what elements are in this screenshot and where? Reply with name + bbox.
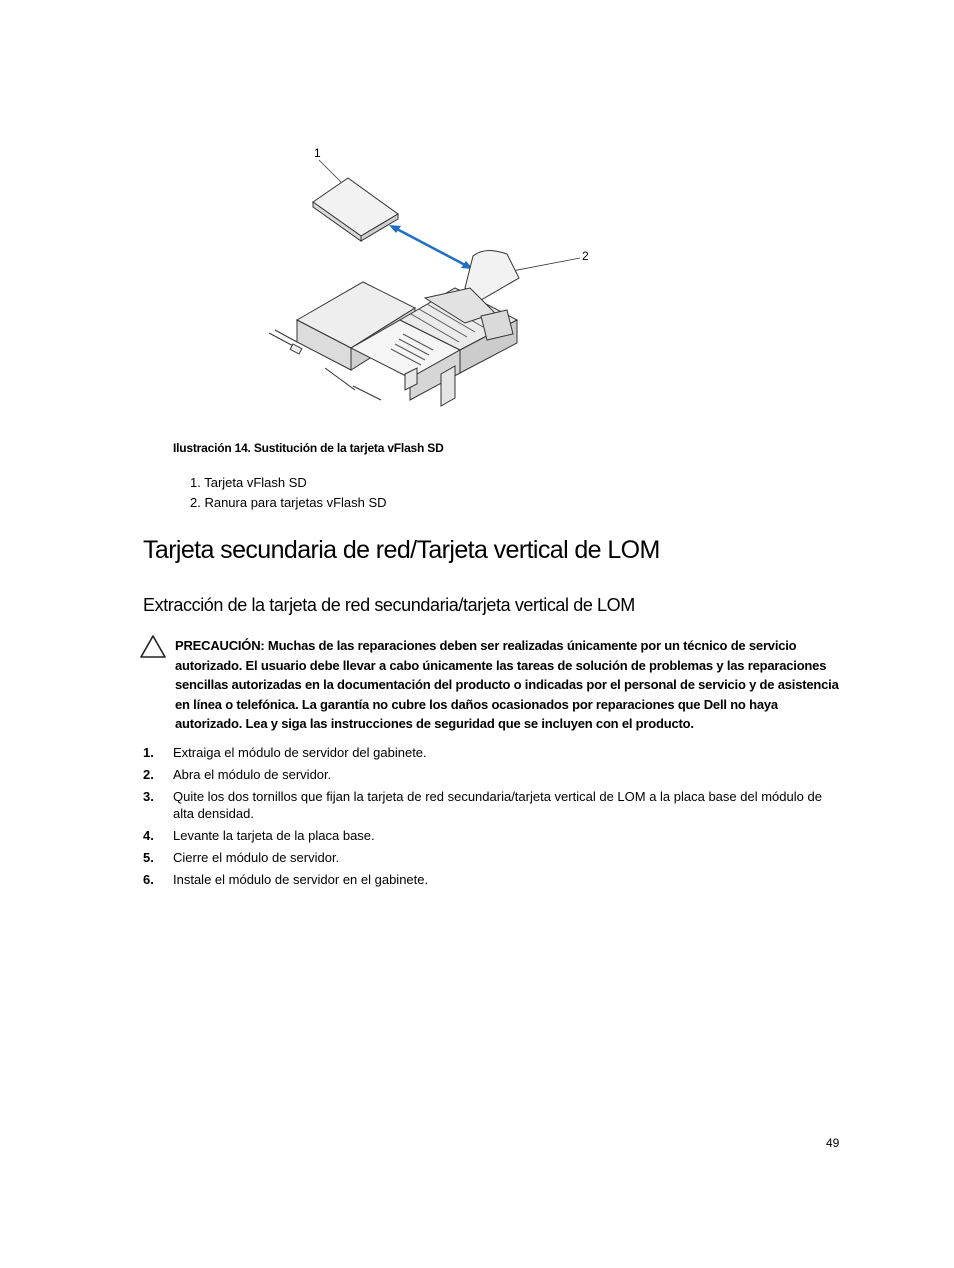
procedure-step <box>143 849 843 866</box>
leader-line-1 <box>319 160 345 186</box>
procedure-step <box>143 766 843 783</box>
step-number: 5. <box>143 850 154 865</box>
sd-card <box>313 178 398 241</box>
vflash-illustration <box>255 138 605 413</box>
warning-triangle-icon <box>139 634 167 659</box>
section-heading: Tarjeta secundaria de red/Tarjeta vertical de LOM <box>143 536 660 564</box>
leader-line-2 <box>507 258 580 272</box>
step-number: 6. <box>143 872 154 887</box>
step-text: Instale el módulo de servidor en el gabinete. <box>173 872 429 887</box>
subsection-heading: Extracción de la tarjeta de red secundaria/tarjeta vertical de LOM <box>143 595 635 615</box>
step-text: Cierre el módulo de servidor. <box>173 850 340 865</box>
procedure-step <box>143 744 843 761</box>
step-number: 2. <box>143 767 154 782</box>
procedure-step <box>143 827 843 844</box>
step-number: 4. <box>143 828 154 843</box>
figure-legend <box>190 473 387 513</box>
step-number: 1. <box>143 745 154 760</box>
step-text: Quite los dos tornillos que fijan la tarjeta de red secundaria/tarjeta vertical de LOM a la placa base del módulo de alta densidad. <box>173 789 822 821</box>
page-number: 49 <box>826 1136 840 1150</box>
step-text: Abra el módulo de servidor. <box>173 767 332 782</box>
legend-item: 2. Ranura para tarjetas vFlash SD <box>190 495 387 510</box>
insert-arrow <box>389 225 473 269</box>
procedure-step <box>143 871 843 888</box>
module-body <box>269 282 517 406</box>
figure-caption: Ilustración 14. Sustitución de la tarjeta vFlash SD <box>173 441 444 455</box>
callout-2: 2 <box>582 249 589 263</box>
legend-item: 1. Tarjeta vFlash SD <box>190 475 307 490</box>
caution-notice: PRECAUCIÓN: Muchas de las reparaciones deben ser realizadas únicamente por un técnico de servicio autorizado. El usuario debe llevar a cabo únicamente las tareas de solución de problemas y las reparaciones sencillas autorizadas en la documentación del producto o indicadas por el personal de servicio y de asistencia en línea o telefónica. La garantía no cubre los daños ocasionados por reparaciones que Dell no haya autorizado. Lea y siga las instrucciones de seguridad que se incluyen con el producto. <box>175 638 839 731</box>
step-text: Levante la tarjeta de la placa base. <box>173 828 375 843</box>
procedure-steps <box>143 744 843 888</box>
callout-1: 1 <box>314 146 321 160</box>
procedure-step <box>143 788 843 822</box>
step-number: 3. <box>143 789 154 804</box>
step-text: Extraiga el módulo de servidor del gabinete. <box>173 745 427 760</box>
